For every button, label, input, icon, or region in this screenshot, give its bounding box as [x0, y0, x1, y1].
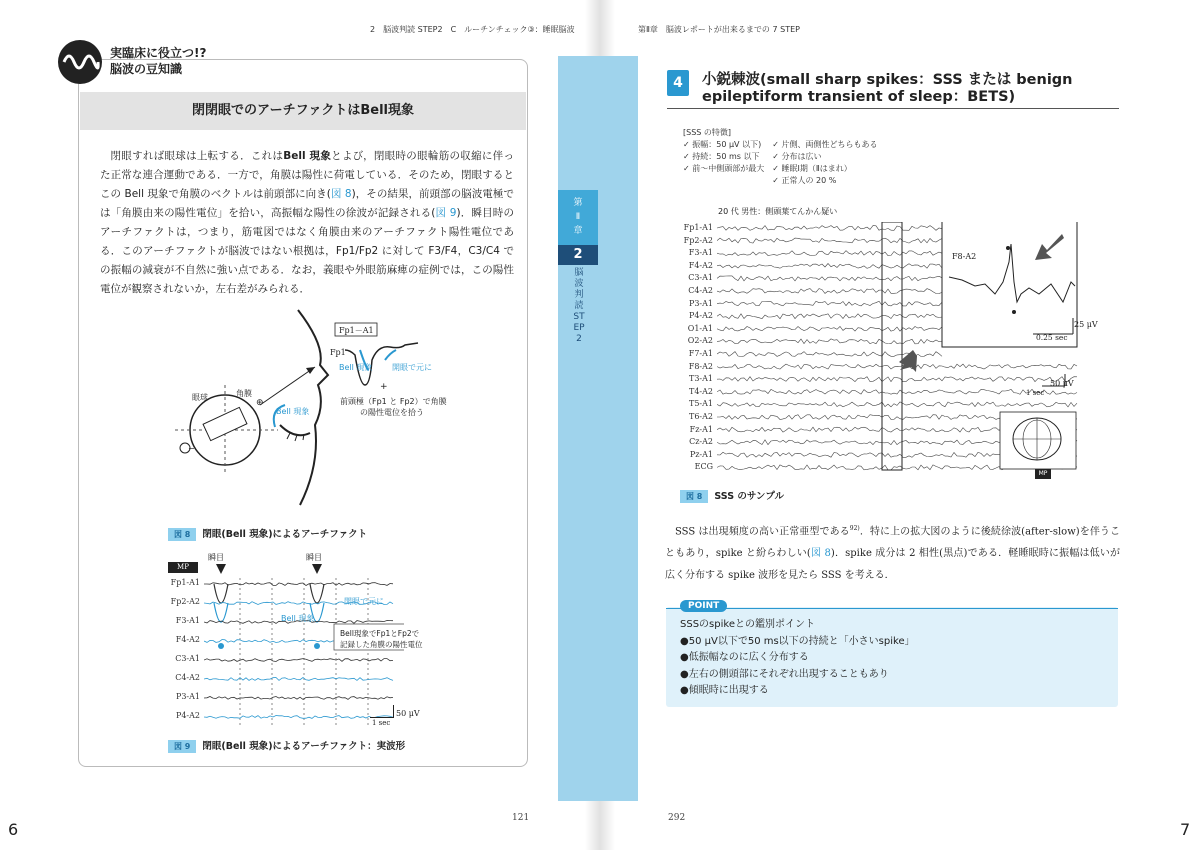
badge-line2: 脳波の豆知識: [110, 62, 183, 76]
fig9-channel: P4-A2: [175, 711, 200, 720]
badge-line1: 実臨床に役立つ!?: [110, 46, 207, 60]
body-text: )，その結果，前頭部の脳波電極では「角膜由来の陽性電位」を拾い，高振幅な陽性の徐波が記録される(: [100, 188, 514, 219]
sss-eeg-tracing: [717, 222, 1082, 478]
eeg-trace: [717, 226, 942, 231]
eeg-trace: [717, 289, 942, 294]
fig9-scale-time: 1 sec: [372, 719, 391, 727]
eeg-channel: T5-A1: [689, 399, 713, 409]
eeg-channel: C3-A1: [688, 273, 713, 283]
features-title: [SSS の特徴]: [683, 128, 732, 137]
eeg-channel: Fz-A1: [689, 424, 713, 434]
fig9-blink2-label: 瞬目: [306, 553, 322, 562]
eeg-title: 20 代 男性：側頭葉てんかん疑い: [718, 207, 838, 216]
eeg-channel: F7-A1: [688, 348, 713, 358]
feature-item: ✓ 睡眠Ⅰ期（Ⅱはまれ）: [772, 164, 852, 173]
eeg-scale-time: 1 sec: [1026, 389, 1045, 397]
eeg-channel: Cz-A2: [689, 437, 713, 447]
figure-reference: 図 8: [810, 548, 831, 560]
fig8-eyeball-label: 眼球: [192, 393, 208, 402]
citation: 92): [849, 525, 860, 532]
chapter-tab-strip: [558, 56, 638, 801]
fig9-trace: [204, 716, 393, 719]
feature-item: ✓ 正常人の 20 %: [772, 176, 837, 185]
fig9-scale-amp: 50 μV: [396, 709, 420, 718]
chapter-tab-vertical-text: 脳波判読STEP2: [573, 268, 585, 344]
fig8-fp1-label: Fp1: [330, 348, 346, 357]
fig9-caption: [168, 738, 405, 753]
fig8-tag: 図 8: [168, 528, 196, 541]
point-item: ●左右の側頭部にそれぞれ出現することもあり: [680, 668, 889, 680]
eeg-trace: [717, 251, 942, 256]
eeg-trace: [717, 389, 1077, 394]
right-thumb-index: 7: [1180, 820, 1191, 839]
right-page-number: 292: [668, 813, 686, 823]
eeg-channel-list: [660, 222, 713, 474]
chapter-tab: [558, 190, 598, 245]
features-left-column: [683, 139, 764, 187]
point-title: SSSのspikeとの鑑別ポイント: [680, 619, 815, 630]
fig9-bell-label: Bell 現象: [281, 614, 315, 623]
eeg-scale-amp: 50 μV: [1050, 379, 1074, 388]
fig9-channel: C3-A1: [175, 654, 200, 663]
fig9-note: [340, 628, 423, 650]
fig9-trace: [204, 583, 393, 586]
fig9-scale-bar: [370, 705, 394, 718]
fig8-note-line1: 前頭極（Fp1 と Fp2）で角膜: [340, 397, 447, 406]
eeg-channel: ECG: [694, 462, 713, 472]
point-tag: POINT: [680, 600, 727, 612]
eeg-trace: [717, 301, 942, 306]
fig8-plus-sign: ⊕: [256, 398, 264, 408]
fig8-bell-short-label: Bell 現象: [339, 363, 373, 372]
body-text: )．spike 成分は 2 相性(黒点)である．軽睡眠時に振幅は低いが広く分布する spike 波形を見たら SSS を考える．: [665, 548, 1120, 582]
fig9-back-label: 開眼で元に: [344, 597, 384, 606]
body-text: SSS は出現頻度の高い正常亜型である: [675, 526, 850, 538]
sss-features: [683, 127, 878, 187]
eeg-channel: P3-A1: [688, 298, 713, 308]
eeg-channel: Fp2-A2: [683, 235, 713, 245]
right-body-text: [665, 518, 1120, 587]
sss-fig-tag: 図 8: [680, 490, 708, 503]
tip-badge-label: [110, 45, 206, 77]
fig9-tag: 図 9: [168, 740, 196, 753]
feature-item: ✓ 片側、両側性どちらもある: [772, 140, 878, 149]
eeg-mp-badge: MP: [1035, 469, 1051, 479]
section-rule: [667, 108, 1119, 109]
eeg-channel: T6-A2: [689, 411, 713, 421]
right-running-header: 第Ⅱ章 脳波レポートが出来るまでの 7 STEP: [638, 25, 800, 34]
chapter-tab-line3: 章: [573, 226, 583, 236]
point-rule: [666, 608, 1118, 612]
eeg-inset-amp: 25 μV: [1074, 320, 1098, 329]
eeg-channel: F8-A2: [688, 361, 713, 371]
eeg-trace: [717, 314, 942, 319]
body-text: 閉眼すれば眼球は上転する．これは: [110, 150, 284, 162]
eeg-channel: F3-A1: [688, 248, 713, 258]
section-number-badge: 4: [667, 70, 689, 96]
fig8-note: [340, 396, 447, 418]
fig9-trace: [204, 678, 393, 681]
eeg-channel: T4-A2: [689, 386, 713, 396]
eeg-channel: Fp1-A1: [683, 223, 713, 232]
point-content: [680, 617, 915, 700]
fig8-caption: [168, 526, 367, 541]
chapter-tab-line2: Ⅱ: [575, 212, 581, 222]
body-text: とよび，閉眼時の眼輪筋の収縮に伴った正常な連合運動である．一方で，角膜は陽性に荷電している．そのため，閉眼するとこの Bell 現象で角膜のベクトルは前頭部に向き(: [100, 150, 514, 200]
fig9-note-line2: 記録した角膜の陽性電位: [340, 640, 423, 649]
eeg-trace: [717, 377, 1077, 382]
fig9-channel-list: [140, 578, 200, 730]
eeg-channel: O2-A2: [687, 336, 713, 346]
body-bold-term: Bell 現象: [283, 150, 332, 162]
sss-figure-caption: [680, 488, 784, 503]
left-page-number: 121: [512, 813, 530, 823]
point-item: ●低振幅なのに広く分布する: [680, 652, 809, 663]
fig9-channel: C4-A2: [175, 673, 200, 682]
fig8-note-line2: の陽性電位を拾う: [360, 408, 424, 417]
fig9-blink1-label: 瞬目: [208, 553, 224, 562]
fig8-bell-label: Bell 現象: [276, 407, 310, 416]
fig9-note-line1: Bell現象でFp1とFp2で: [340, 629, 420, 638]
eeg-inset-label: F8-A2: [952, 252, 977, 261]
fig8-cornea-label: 角膜: [236, 389, 252, 398]
eeg-channel: P4-A2: [688, 311, 713, 321]
left-running-header: 2 脳波判読 STEP2 C ルーチンチェック③：睡眠脳波: [370, 25, 575, 34]
wave-badge-icon: [58, 40, 102, 84]
eeg-trace: [717, 364, 1077, 369]
fig8-minus: −: [188, 444, 195, 453]
fig9-blink-deflection: [214, 584, 324, 603]
fig9-channel: Fp1-A1: [170, 578, 200, 587]
eeg-channel: T3-A1: [689, 374, 713, 384]
fig9-trace: [204, 659, 393, 662]
feature-item: ✓ 振幅：50 μV 以下): [683, 140, 762, 149]
fig9-trace: [204, 697, 393, 700]
eeg-trace: [717, 276, 942, 281]
fig9-channel: Fp2-A2: [170, 597, 200, 606]
chapter-tab-number: 2: [558, 245, 598, 265]
figure-reference: 図 8: [330, 188, 352, 200]
eeg-trace: [717, 339, 942, 344]
tip-box-title: 閉閉眼でのアーチファクトはBell現象: [80, 92, 526, 130]
figure-reference: 図 9: [435, 207, 457, 219]
eeg-trace: [717, 402, 1077, 407]
eeg-channel: O1-A1: [687, 323, 713, 333]
feature-item: ✓ 前〜中側頭部が最大: [683, 164, 765, 173]
fig8-plus: +: [380, 382, 388, 392]
eeg-channel: C4-A2: [688, 285, 713, 295]
left-thumb-index: 6: [8, 820, 19, 839]
eeg-channel: Pz-A1: [689, 449, 713, 459]
fig8-caption-text: 閉眼(Bell 現象)によるアーチファクト: [202, 529, 368, 540]
fig8-box-label: Fp1－A1: [339, 326, 374, 335]
point-item: ●50 μV以下で50 ms以下の持続と「小さいspike」: [680, 635, 915, 647]
eeg-inset-time: 0.25 sec: [1036, 333, 1068, 342]
point-item: ●傾眠時に出現する: [680, 685, 769, 696]
fig9-channel: F3-A1: [175, 616, 200, 625]
fig9-caption-text: 閉眼(Bell 現象)によるアーチファクト：実波形: [202, 741, 406, 752]
eeg-trace: [717, 238, 942, 243]
fig9-mp-badge: MP: [168, 562, 198, 573]
eeg-channel: F4-A2: [688, 260, 713, 270]
feature-item: ✓ 分布は広い: [772, 152, 822, 161]
eeg-trace: [717, 327, 942, 332]
eeg-trace: [717, 264, 942, 269]
fig8-back-label: 開眼で元に: [392, 363, 432, 372]
body-text: ．特に上の拡大図のように後続徐波(after-slow)を伴うこともあり，spike と紛らわしい(: [665, 526, 1120, 560]
feature-item: ✓ 持続：50 ms 以下: [683, 152, 760, 161]
sss-fig-caption-text: SSS のサンプル: [714, 491, 784, 502]
body-text: )．瞬目時のアーチファクトは，つまり，筋電図ではなく角膜由来のアーチファクト陽性電位である．このアーチファクトが脳波ではない根拠は，Fp1/Fp2 に対して F3/F4，C3/C4 での振幅の減衰が不自然に強い点である．なお，義眼や外眼筋麻痺の症例では，この陽性電位が観察されないか，左右差がみられる．: [100, 207, 514, 295]
features-right-column: [772, 139, 877, 187]
fig9-channel: F4-A2: [175, 635, 200, 644]
left-body-text: [100, 147, 514, 299]
section-title: 小鋭棘波(small sharp spikes：SSS または benign epileptiform transient of sleep：BETS): [702, 72, 1073, 105]
chapter-tab-line1: 第: [573, 198, 583, 208]
fig9-channel: P3-A1: [175, 692, 200, 701]
